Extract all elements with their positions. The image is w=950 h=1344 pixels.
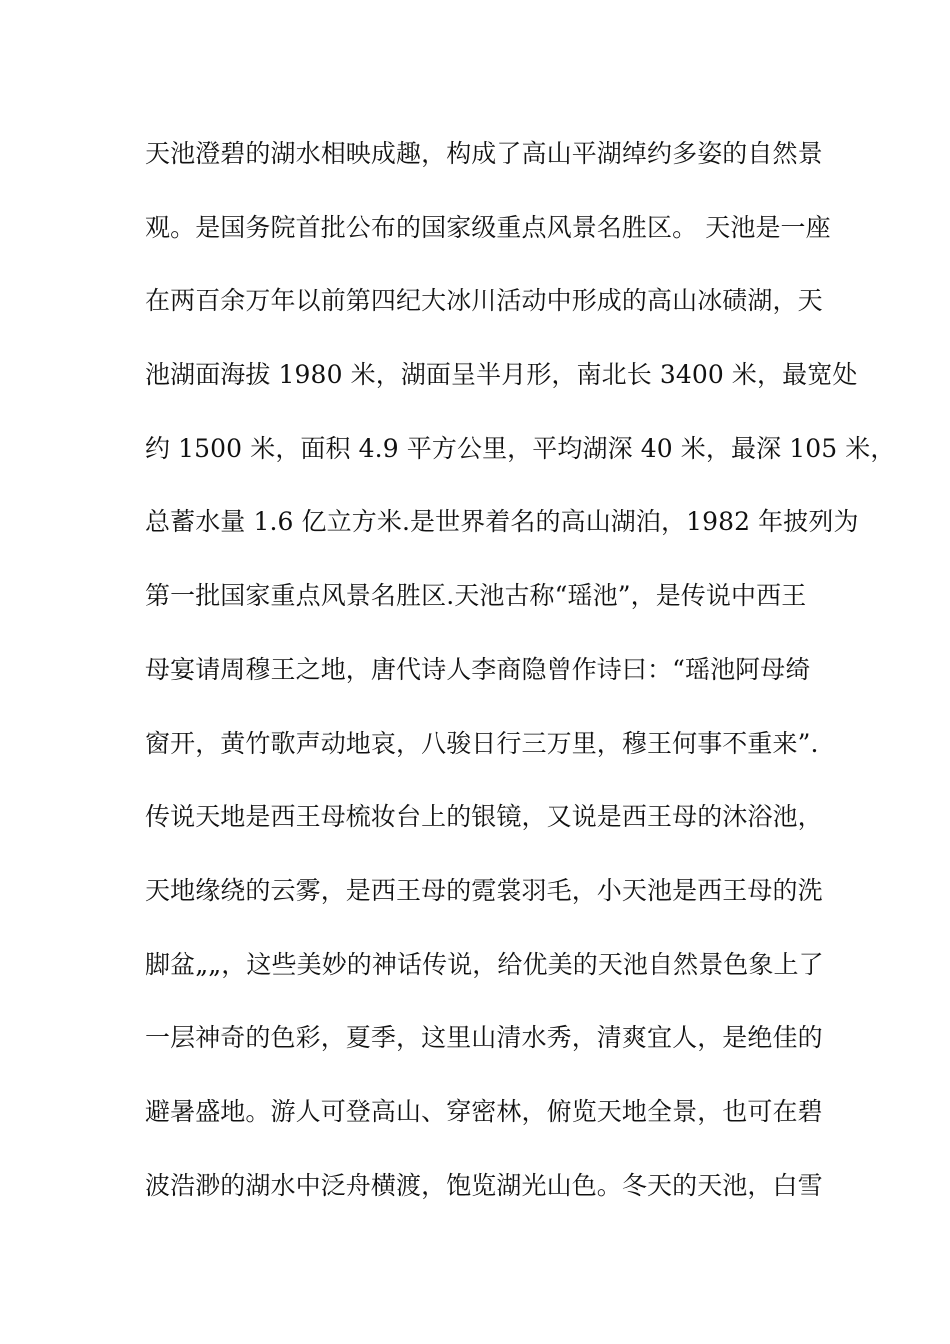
text-line-7: 第一批国家重点风景名胜区.天池古称“瑶池”，是传说中西王: [145, 581, 807, 611]
text-line-15: 波浩渺的湖水中泛舟横渡，饱览湖光山色。冬天的天池，白雪: [145, 1170, 823, 1200]
text-line-9: 窗开，黄竹歌声动地哀，八骏日行三万里，穆王何事不重来”.: [145, 728, 819, 758]
text-line-1: 天池澄碧的湖水相映成趣，构成了高山平湖绰约多姿的自然景: [145, 139, 823, 168]
text-line-4: 池湖面海拔 1980 米，湖面呈半月形，南北长 3400 米，最宽处: [145, 360, 858, 390]
body-text: [145, 128, 896, 1233]
text-line-3: 在两百余万年以前第四纪大冰川活动中形成的高山冰碛湖，天: [145, 286, 823, 316]
text-line-8: 母宴请周穆王之地，唐代诗人李商隐曾作诗曰：“瑶池阿母绮: [145, 654, 811, 684]
text-line-12: 脚盆„„，这些美妙的神话传说，给优美的天池自然景色象上了: [145, 949, 824, 979]
text-line-10: 传说天地是西王母梳妆台上的银镜，又说是西王母的沐浴池，: [145, 802, 823, 832]
text-line-5: 约 1500 米，面积 4.9 平方公里，平均湖深 40 米，最深 105 米，: [145, 433, 896, 463]
text-line-6: 总蓄水量 1.6 亿立方米.是世界着名的高山湖泊，1982 年披列为: [145, 507, 859, 537]
text-line-13: 一层神奇的色彩，夏季，这里山清水秀，清爽宜人，是绝佳的: [145, 1023, 823, 1053]
text-line-11: 天地缘绕的云雾，是西王母的霓裳羽毛，小天池是西王母的洗: [145, 875, 823, 905]
text-line-14: 避暑盛地。游人可登高山、穿密林，俯览天地全景，也可在碧: [145, 1096, 823, 1126]
text-line-2: 观。是国务院首批公布的国家级重点风景名胜区。 天池是一座: [145, 212, 831, 242]
